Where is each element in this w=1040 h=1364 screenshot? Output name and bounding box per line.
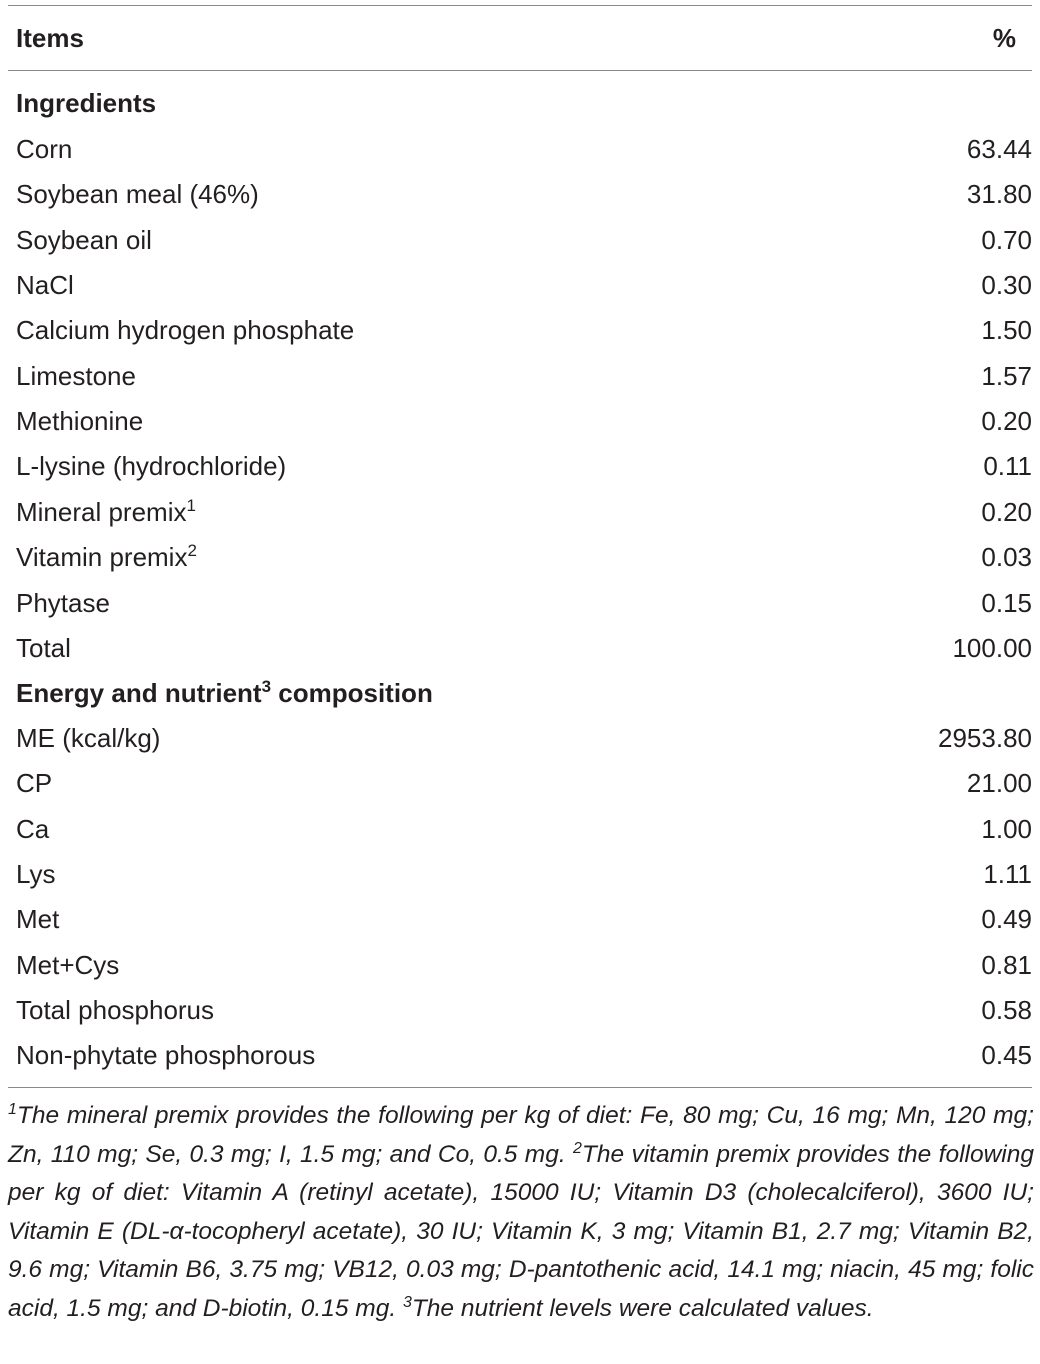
row-label-text: Soybean oil	[16, 224, 152, 255]
table-row	[16, 630, 1032, 666]
row-label-text: Vitamin premix	[16, 542, 188, 573]
table-row	[16, 448, 1032, 484]
table-row	[16, 403, 1032, 439]
row-label	[16, 539, 197, 575]
row-value: 0.20	[981, 496, 1032, 527]
footnote-2-text: The vitamin premix provides the following per kg of diet: Vitamin A (retinyl acetate), 15000 IU; Vitamin D3 (cholecalciferol), 3600 IU; Vitamin E (DL-α-tocopheryl acetate), 30 IU; Vitamin K, 3 mg; Vitamin B1, 2.7 mg; Vitamin B2, 9.6 mg; Vitamin B6, 3.75 mg; VB12, 0.03 mg; D-pantothenic acid, 14.1 mg; niacin, 45 mg; folic acid, 1.5 mg; and D-biotin, 0.15 mg.	[8, 1140, 1034, 1322]
table-row	[16, 131, 1032, 167]
row-label-text: Met+Cys	[16, 949, 120, 980]
table-row	[16, 720, 1032, 756]
nutrients-title-text: Energy and nutrient	[16, 678, 262, 708]
section-title-label	[16, 675, 433, 711]
ingredients-section-title	[16, 85, 1032, 121]
row-label-text: Ca	[16, 813, 50, 844]
row-value: 0.58	[981, 995, 1032, 1026]
table-row	[16, 494, 1032, 530]
row-label	[16, 630, 71, 666]
footnote-marker: 3	[261, 677, 272, 696]
table-row	[16, 901, 1032, 937]
row-label-text: ME (kcal/kg)	[16, 723, 161, 753]
footnote-1-text: The mineral premix provides the following per kg of diet: Fe, 80 mg; Cu, 16 mg; Mn, 120 mg; Zn, 110 mg; Se, 0.3 mg; I, 1.5 mg; and Co, 0.5 mg.	[8, 1102, 1034, 1168]
row-label-text: Total	[16, 632, 71, 663]
items-column-header: Items	[16, 23, 84, 53]
row-label-text: Corn	[16, 134, 73, 164]
table-row	[16, 312, 1032, 348]
row-label-text: Limestone	[16, 360, 136, 391]
footnote-marker: 2	[187, 541, 197, 561]
row-label-text: Lys	[16, 859, 56, 890]
row-label	[16, 811, 49, 847]
row-label	[16, 448, 286, 484]
table-row	[16, 765, 1032, 801]
footnote-3-text: The nutrient levels were calculated values.	[411, 1294, 874, 1322]
row-label	[16, 720, 160, 756]
row-label-text: Met	[16, 904, 60, 935]
row-label-text: Methionine	[16, 406, 144, 437]
row-value: 0.20	[981, 406, 1032, 437]
table-row	[16, 539, 1032, 575]
row-value: 0.03	[981, 542, 1032, 573]
row-value: 31.80	[966, 179, 1032, 210]
percent-column-header: %	[992, 23, 1016, 53]
row-value: 0.81	[981, 949, 1032, 980]
table-row	[16, 585, 1032, 621]
row-value: 0.15	[981, 587, 1032, 618]
row-value: 0.49	[981, 904, 1032, 935]
row-label	[16, 267, 74, 303]
table-row	[16, 267, 1032, 303]
row-value: 1.00	[981, 813, 1032, 844]
row-label-text: Calcium hydrogen phosphate	[16, 315, 355, 346]
table-bottom-rule	[8, 1087, 1032, 1088]
row-label	[16, 131, 72, 167]
row-label	[16, 765, 52, 801]
table-row	[16, 856, 1032, 892]
table-row	[16, 947, 1032, 983]
row-label-text: NaCl	[16, 270, 74, 301]
row-label	[16, 222, 152, 258]
row-value: 2953.80	[938, 723, 1032, 753]
table-row	[16, 358, 1032, 394]
table-header-rule	[8, 70, 1032, 71]
footnote-marker: 2	[572, 1139, 582, 1157]
row-label	[16, 856, 56, 892]
row-label	[16, 585, 110, 621]
row-value: 0.70	[981, 224, 1032, 255]
row-value: 0.11	[983, 451, 1032, 482]
row-label	[16, 358, 136, 394]
row-label-text: Total phosphorus	[16, 995, 215, 1026]
row-label-text: Phytase	[16, 587, 110, 618]
table-row	[16, 222, 1032, 258]
row-label-text: CP	[16, 768, 53, 799]
row-label	[16, 176, 259, 212]
row-value: 0.45	[981, 1040, 1032, 1071]
table-row	[16, 811, 1032, 847]
row-label	[16, 1037, 315, 1073]
row-value: 1.57	[981, 360, 1032, 391]
row-label-text: L-lysine (hydrochloride)	[16, 451, 287, 482]
row-label-text: Mineral premix	[16, 496, 187, 527]
row-label	[16, 901, 59, 937]
row-label-text: Soybean meal (46%)	[16, 179, 259, 210]
nutrients-section-title	[16, 675, 1032, 711]
row-label	[16, 992, 214, 1028]
footnote-marker: 1	[186, 495, 196, 515]
table-row	[16, 992, 1032, 1028]
table-top-rule	[8, 5, 1032, 6]
row-value: 100.00	[952, 632, 1032, 663]
row-label	[16, 312, 354, 348]
table-header-row	[16, 20, 1032, 56]
row-label	[16, 403, 143, 439]
row-label-text: Non-phytate phosphorous	[16, 1040, 316, 1071]
row-value: 1.11	[983, 859, 1032, 890]
row-value: 63.44	[966, 134, 1032, 164]
table-footnotes	[8, 1097, 1034, 1328]
row-label	[16, 494, 196, 530]
row-value: 0.30	[981, 270, 1032, 301]
row-label	[16, 947, 119, 983]
section-title-label: Ingredients	[16, 88, 157, 118]
footnote-marker: 3	[402, 1293, 412, 1311]
table-row	[16, 1037, 1032, 1073]
row-value: 1.50	[981, 315, 1032, 346]
row-value: 21.00	[966, 768, 1032, 799]
nutrients-title-text-2: composition	[271, 678, 433, 708]
footnote-marker: 1	[8, 1101, 17, 1118]
table-row	[16, 176, 1032, 212]
